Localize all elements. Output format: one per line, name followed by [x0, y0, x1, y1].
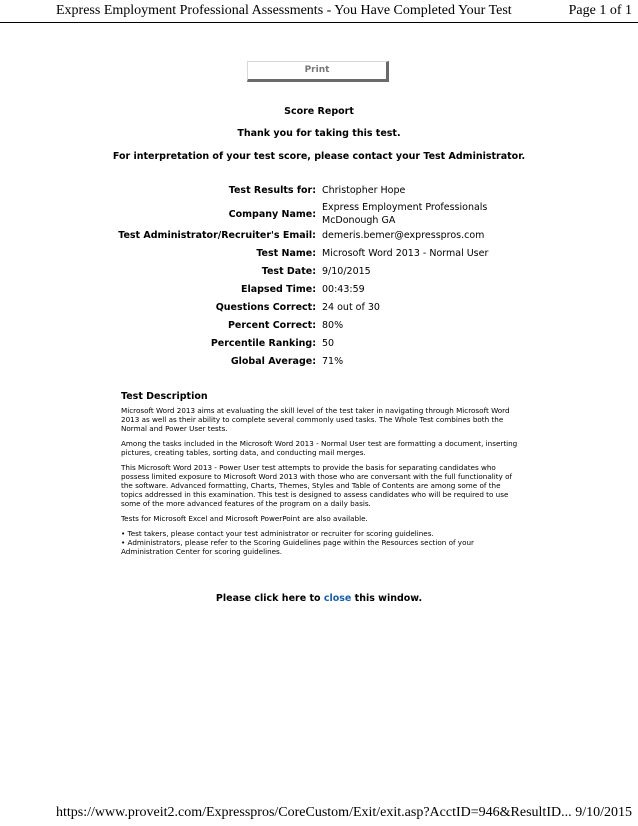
print-header [0, 0, 638, 24]
close-window-link[interactable]: close [323, 593, 352, 604]
header-divider [0, 22, 638, 23]
results-label: Percentile Ranking: [210, 338, 316, 349]
results-label: Company Name: [228, 209, 316, 220]
thank-you-message: Thank you for taking this test. [237, 128, 401, 139]
score-report-title: Score Report [284, 106, 354, 117]
results-value: 24 out of 30 [322, 302, 380, 313]
results-value: 71% [322, 356, 344, 367]
results-value: Christopher Hope [322, 185, 406, 196]
results-value: Express Employment Professionals [322, 202, 488, 213]
page-number: Page 1 of 1 [568, 3, 632, 18]
results-value: 50 [322, 338, 335, 349]
print-footer [0, 802, 638, 826]
test-description-heading: Test Description [121, 391, 208, 402]
results-value-line2: McDonough GA [322, 215, 396, 226]
results-value: 80% [322, 320, 344, 331]
close-prompt-text: Please click here to [215, 593, 324, 604]
results-value: Microsoft Word 2013 - Normal User [322, 248, 489, 259]
results-label: Elapsed Time: [240, 284, 316, 295]
results-label: Test Results for: [228, 185, 316, 196]
results-label: Test Date: [261, 266, 316, 277]
page-url: https://www.proveit2.com/Expresspros/CoreCustom/Exit/exit.asp?AcctID=946&ResultID... [56, 805, 572, 820]
description-paragraph: Among the tasks included in the Microsoft Word 2013 - Normal User test are formatting a document, inserting pictures, creating tables, sorting data, and conducting mail merges. [121, 439, 518, 457]
results-value: 9/10/2015 [322, 266, 371, 277]
print-date: 9/10/2015 [575, 805, 632, 820]
results-label: Percent Correct: [227, 320, 316, 331]
results-value: 00:43:59 [322, 284, 365, 295]
results-label: Test Administrator/Recruiter's Email: [118, 230, 316, 241]
test-description [121, 391, 521, 556]
description-paragraph: Tests for Microsoft Excel and Microsoft PowerPoint are also available. [121, 514, 368, 523]
interpretation-message: For interpretation of your test score, please contact your Test Administrator. [112, 151, 526, 162]
close-window-line [0, 593, 638, 604]
scoring-guideline-bullet: • Administrators, please refer to the Scoring Guidelines page within the Resources section of your Administration Center for scoring guidelines. [121, 538, 474, 556]
results-label: Global Average: [230, 356, 316, 367]
description-paragraph: Microsoft Word 2013 aims at evaluating the skill level of the test taker in navigating through Microsoft Word 2013 as well as their ability to complete several commonly used tasks. The Whole Test combines both the Normal and Power User tests. [121, 406, 510, 433]
description-paragraph: This Microsoft Word 2013 - Power User test attempts to provide the basis for separating candidates who possess limited exposure to Microsoft Word 2013 with those who are conversant with the full functionality of the software. Advanced formatting, Charts, Themes, Styles and Table of Contents are among some of the topics addressed in this examination. This test is designed to assess candidates who will be required to use some of the more advanced features of the program on a daily basis. [121, 463, 513, 508]
print-button[interactable]: Print [247, 61, 389, 82]
scoring-guideline-bullet: • Test takers, please contact your test administrator or recruiter for scoring guidelines. [121, 529, 434, 538]
results-label: Questions Correct: [215, 302, 316, 313]
results-label: Test Name: [256, 248, 316, 259]
results-value: demeris.bemer@expresspros.com [322, 230, 485, 241]
document-title: Express Employment Professional Assessments - You Have Completed Your Test [56, 3, 512, 18]
close-prompt-text-end: this window. [351, 593, 423, 604]
